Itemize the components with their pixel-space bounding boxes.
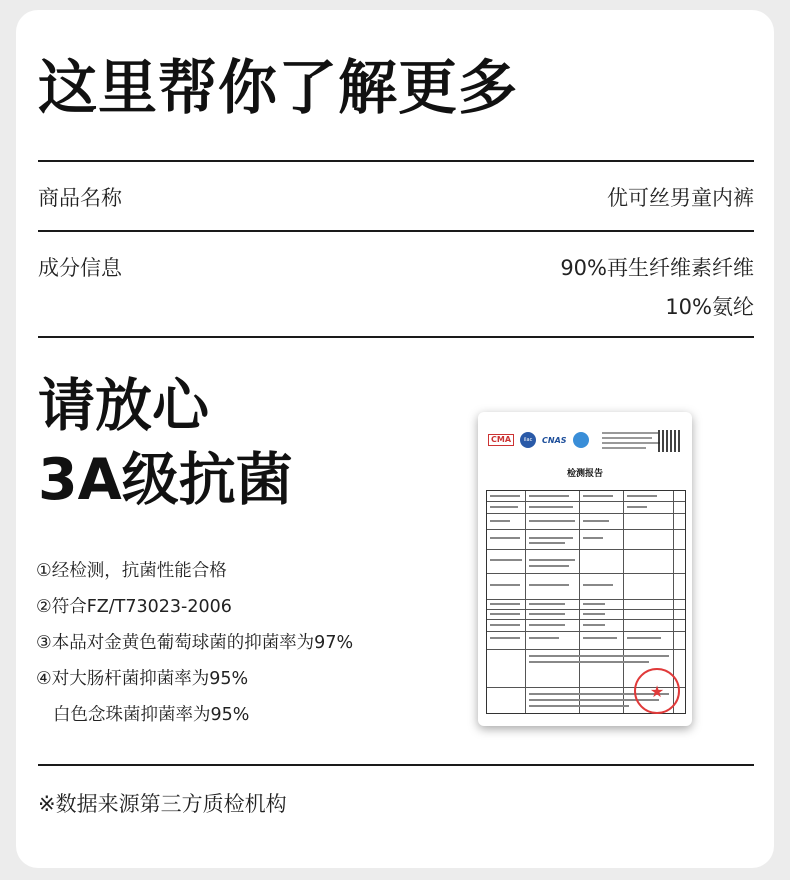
feature-item: ③本品对金黄色葡萄球菌的抑菌率为97% — [36, 633, 354, 653]
composition-label: 成分信息 — [38, 256, 122, 280]
test-report-image — [478, 412, 692, 726]
feature-item: ①经检测，抗菌性能合格 — [36, 561, 227, 581]
certification-logos — [488, 432, 589, 448]
feature-item: 白色念珠菌抑菌率为95% — [53, 705, 250, 725]
cma-logo: CMA — [488, 434, 514, 446]
headline-line-1: 请放心 — [38, 373, 209, 439]
report-header-info — [602, 432, 662, 452]
ilac-logo-icon: ilac — [520, 432, 536, 448]
divider — [38, 764, 754, 766]
composition-line-1: 90%再生纤维素纤维 — [560, 256, 754, 280]
data-source-note: ※数据来源第三方质检机构 — [38, 792, 287, 816]
feature-item: ②符合FZ/T73023-2006 — [36, 597, 232, 617]
divider — [38, 160, 754, 162]
headline-line-2: 3A级抗菌 — [38, 447, 293, 513]
divider — [38, 336, 754, 338]
divider — [38, 230, 754, 232]
qr-code-icon — [658, 430, 680, 452]
cnas-logo: CNAS — [542, 435, 567, 445]
composition-line-2: 10%氨纶 — [665, 295, 754, 319]
feature-item: ④对大肠杆菌抑菌率为95% — [36, 669, 249, 689]
report-title: 检测报告 — [566, 469, 603, 479]
official-stamp-icon: ★ — [634, 668, 680, 714]
seal-logo-icon — [573, 432, 589, 448]
page-title: 这里帮你了解更多 — [38, 53, 519, 122]
product-name-label: 商品名称 — [38, 186, 122, 210]
product-name-value: 优可丝男童内裤 — [607, 186, 754, 210]
